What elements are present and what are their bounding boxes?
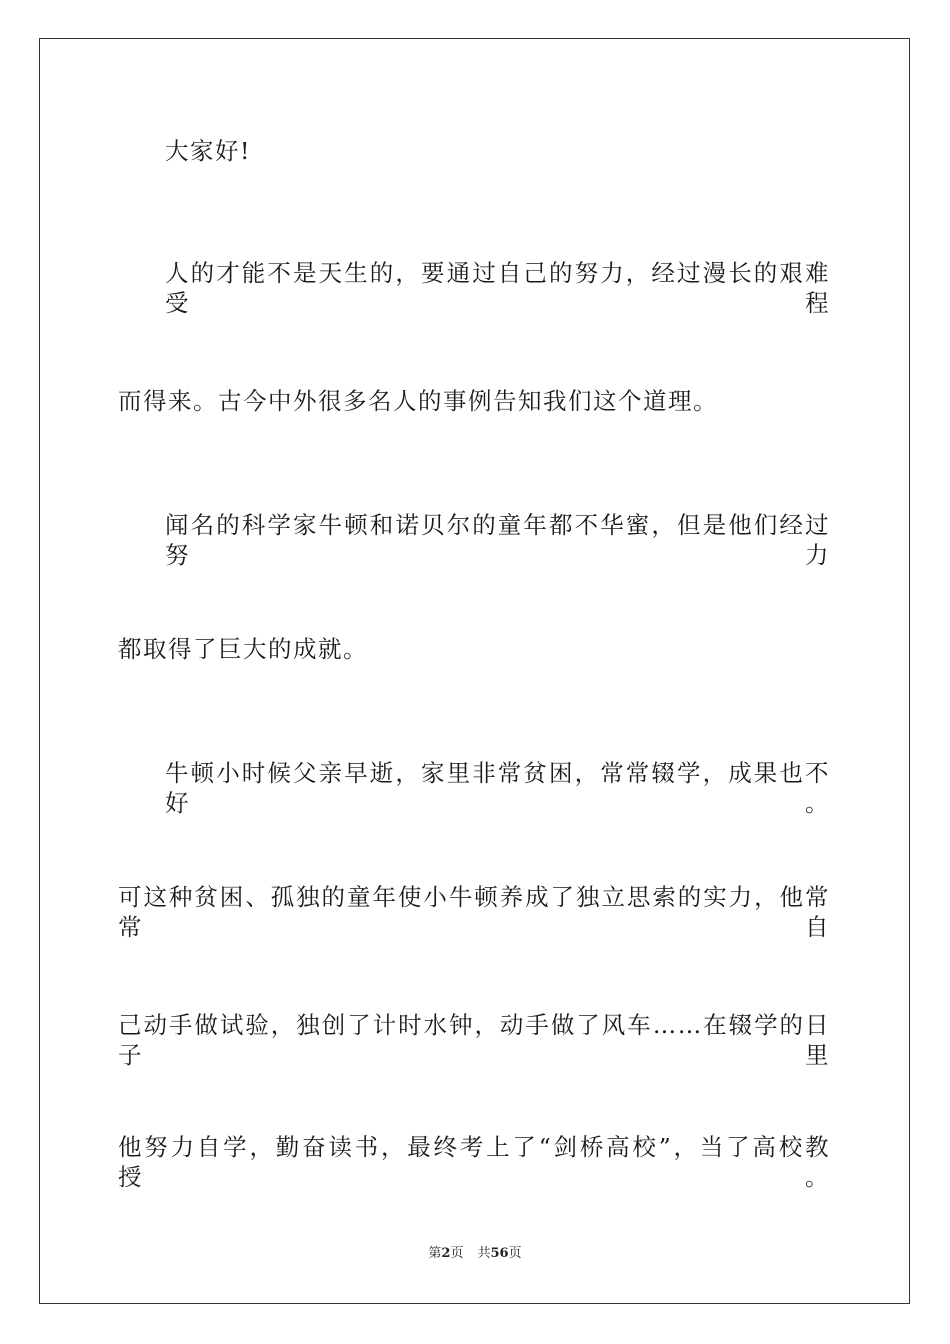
footer-page-prefix: 第	[428, 1246, 442, 1261]
paragraph-3-line-4: 他努力自学，勤奋读书，最终考上了“剑桥高校”，当了高校教授。	[118, 1133, 830, 1191]
paragraph-3-line-1: 牛顿小时候父亲早逝，家里非常贫困，常常辍学，成果也不好。	[165, 759, 830, 817]
page-footer	[0, 1245, 950, 1263]
footer-page-suffix: 页	[450, 1246, 464, 1261]
paragraph-2-line-2: 都取得了巨大的成就。	[118, 635, 368, 663]
page-frame	[39, 38, 910, 1304]
footer-total-suffix: 页	[508, 1246, 522, 1261]
paragraph-3-line-2: 可这种贫困、孤独的童年使小牛顿养成了独立思索的实力，他常常自	[118, 883, 830, 941]
paragraph-3-line-3: 己动手做试验，独创了计时水钟，动手做了风车……在辍学的日子里	[118, 1011, 830, 1069]
footer-total-pages: 56	[490, 1246, 509, 1261]
footer-page-number: 2	[441, 1246, 451, 1261]
footer-total-prefix: 共	[477, 1246, 491, 1261]
paragraph-1-line-2: 而得来。古今中外很多名人的事例告知我们这个道理。	[118, 387, 718, 415]
greeting-line: 大家好!	[165, 137, 251, 165]
paragraph-1-line-1: 人的才能不是天生的，要通过自己的努力，经过漫长的艰难受程	[165, 259, 830, 317]
paragraph-2-line-1: 闻名的科学家牛顿和诺贝尔的童年都不华蜜，但是他们经过努力	[165, 511, 830, 569]
